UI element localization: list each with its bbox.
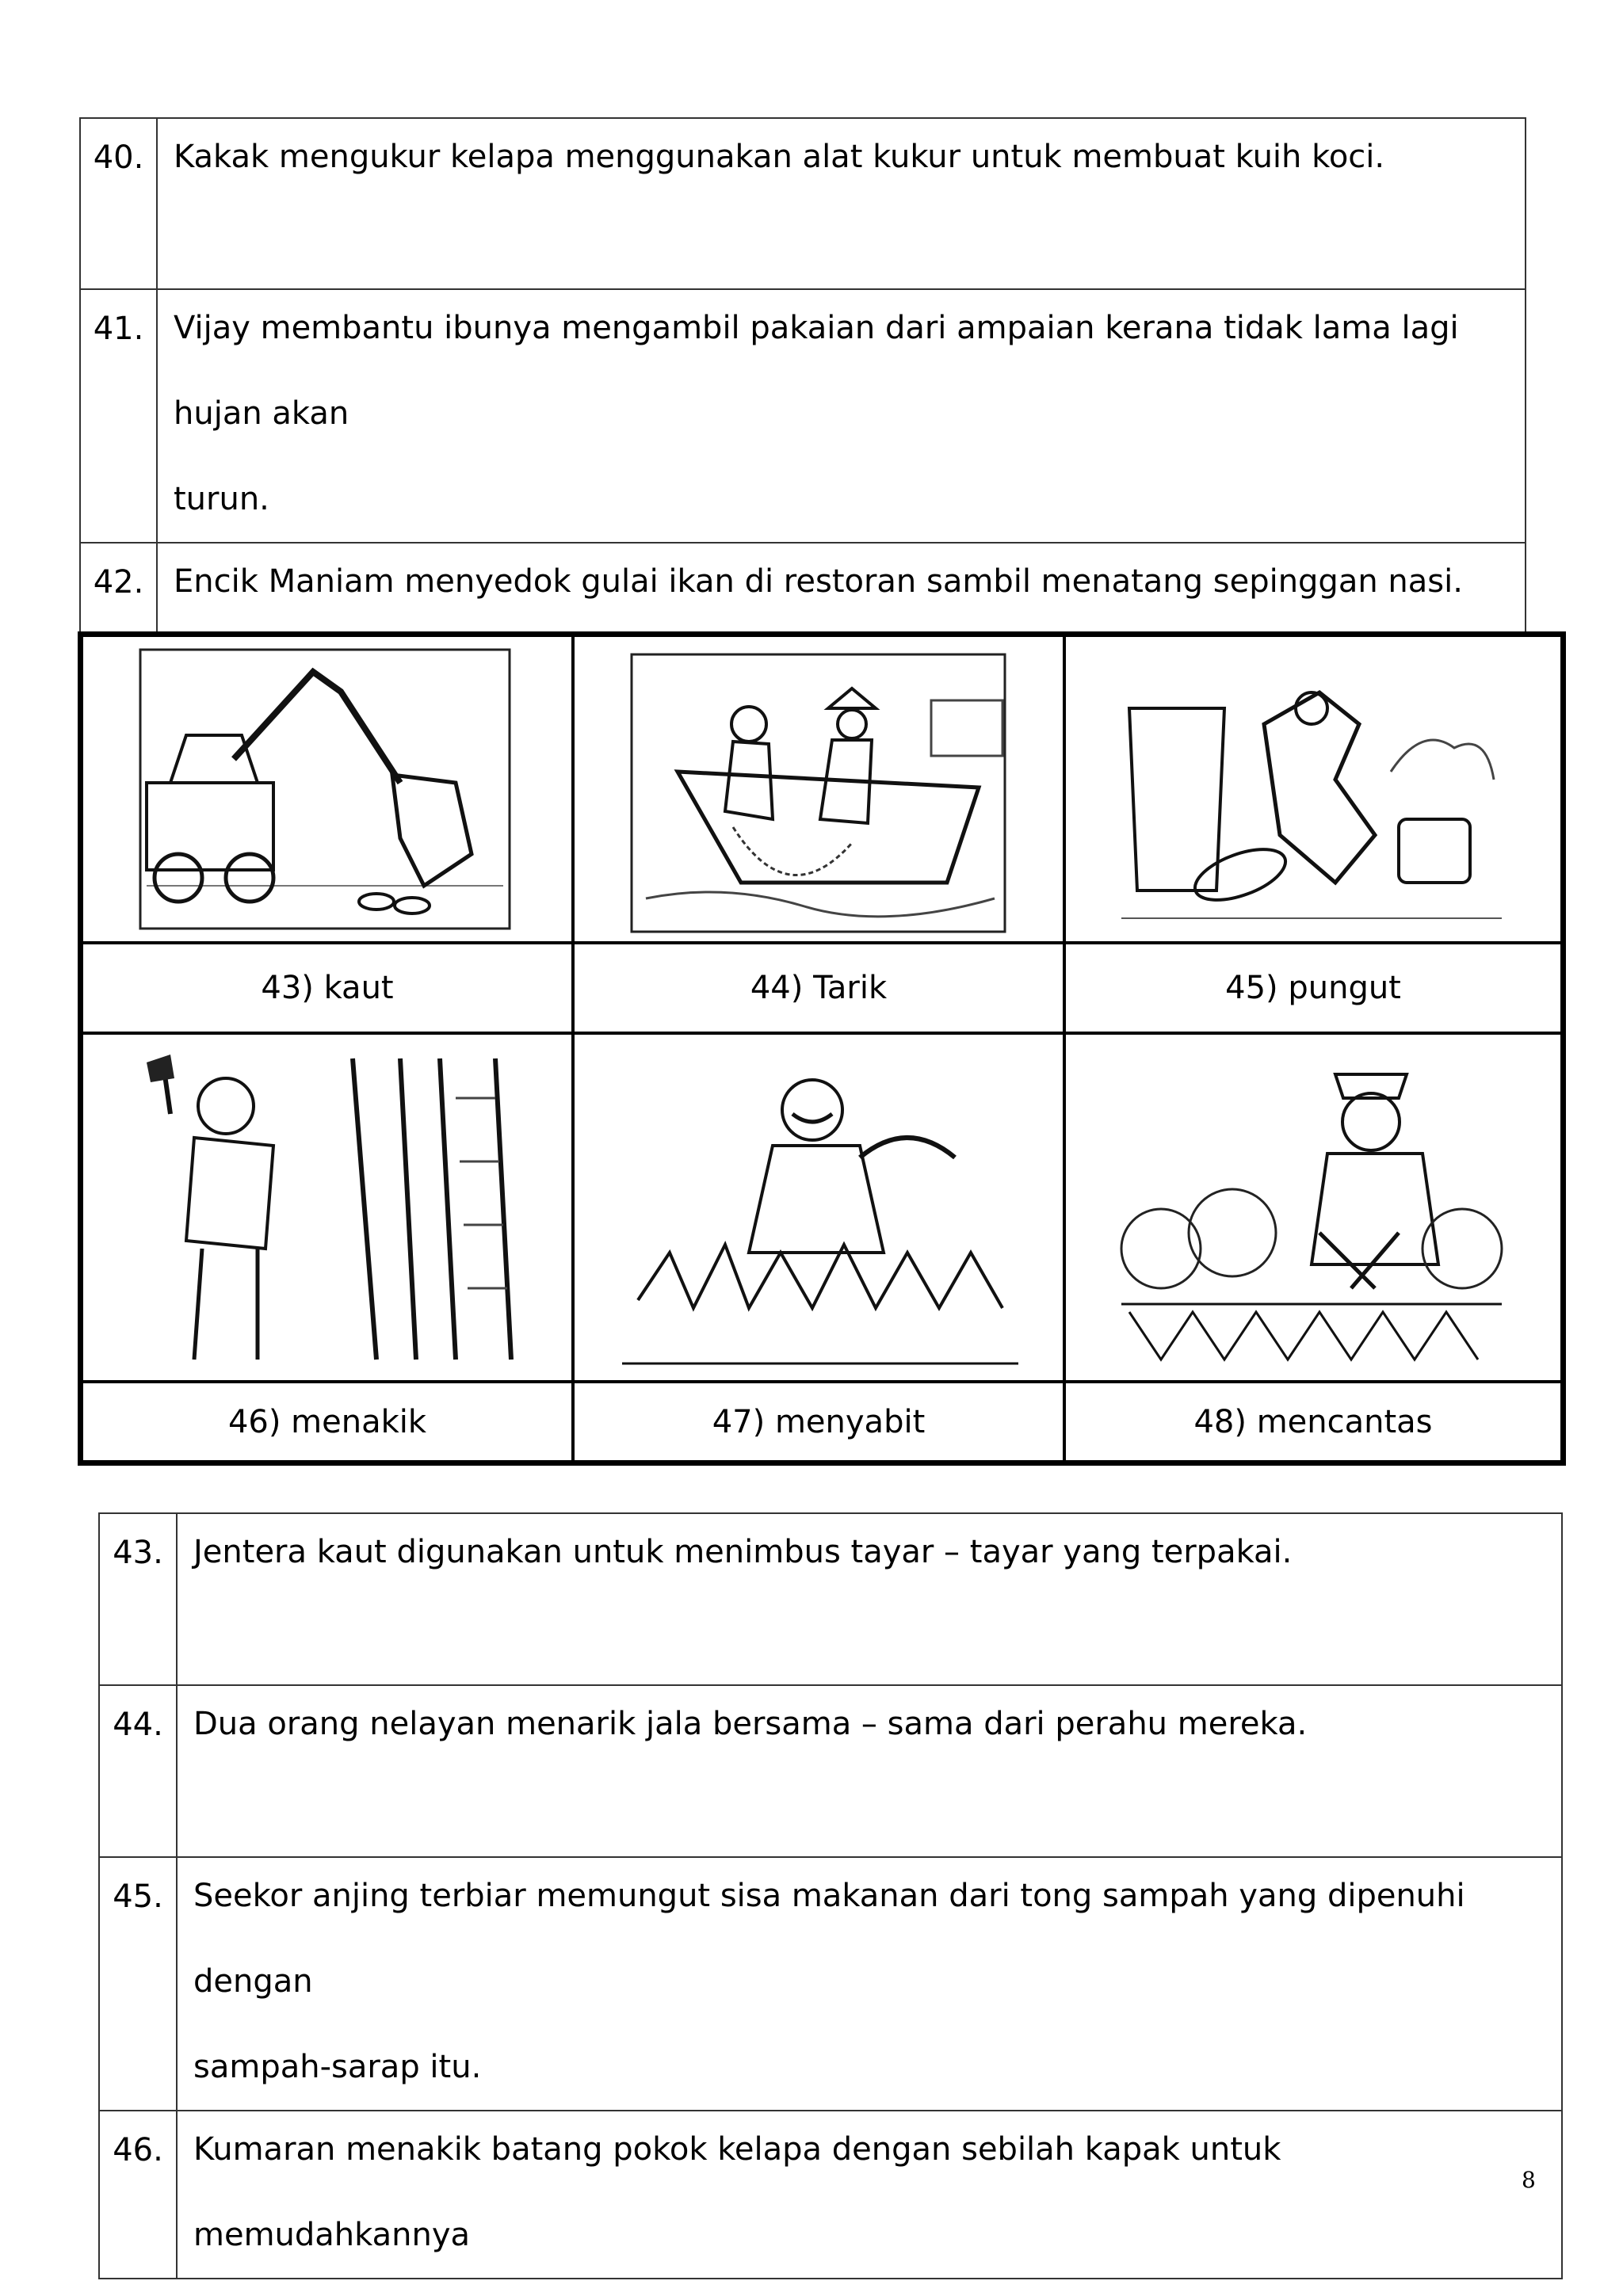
question-row-40	[80, 118, 1526, 289]
question-text-line-1: Vijay membantu ibunya mengambil pakaian dari ampaian kerana tidak lama lagi hujan akan	[174, 310, 1459, 432]
dog-scavenging-garbage-image	[1121, 677, 1502, 938]
picture-label-44	[573, 943, 1064, 1033]
top-question-table	[79, 117, 1526, 714]
label-text: 48) mencantas	[1193, 1403, 1433, 1440]
question-number: 46.	[113, 2132, 163, 2168]
question-row-46	[99, 2111, 1562, 2279]
picture-cell-45	[1064, 635, 1562, 943]
question-text: Kakak mengukur kelapa menggunakan alat kukur untuk membuat kuih koci.	[174, 139, 1385, 175]
label-text: 44) Tarik	[750, 970, 888, 1006]
label-text: 45) pungut	[1225, 970, 1401, 1006]
question-number: 43.	[113, 1535, 163, 1571]
question-number: 40.	[93, 139, 144, 176]
bottom-question-table	[98, 1512, 1563, 2279]
fishermen-pulling-net-image	[630, 653, 1006, 933]
picture-cell-43	[82, 635, 573, 943]
question-text: Encik Maniam menyedok gulai ikan di restoran sambil menatang sepinggan nasi.	[174, 563, 1463, 600]
question-text: Kumaran menakik batang pokok kelapa dengan sebilah kapak untuk memudahkannya	[193, 2131, 1281, 2253]
man-chopping-tree-image	[139, 1051, 519, 1367]
picture-cell-47	[573, 1033, 1064, 1382]
question-row-43	[99, 1513, 1562, 1685]
question-row-44	[99, 1685, 1562, 1857]
picture-cell-48	[1064, 1033, 1562, 1382]
question-text-line-2: sampah-sarap itu.	[193, 2049, 482, 2085]
question-text-line-2: turun.	[174, 481, 269, 517]
question-number: 45.	[113, 1878, 163, 1915]
question-number: 44.	[113, 1707, 163, 1743]
question-text: Jentera kaut digunakan untuk menimbus tayar – tayar yang terpakai.	[193, 1534, 1293, 1570]
picture-label-45	[1064, 943, 1562, 1033]
question-number: 41.	[93, 311, 144, 347]
question-row-41	[80, 289, 1526, 543]
label-text: 46) menakik	[227, 1403, 427, 1440]
picture-label-43	[82, 943, 573, 1033]
question-text-line-1: Seekor anjing terbiar memungut sisa makanan dari tong sampah yang dipenuhi dengan	[193, 1878, 1465, 2000]
label-text: 43) kaut	[261, 970, 394, 1006]
picture-cell-44	[573, 635, 1064, 943]
picture-grid	[78, 631, 1566, 1466]
page-number: 8	[1522, 2167, 1536, 2193]
question-text: Dua orang nelayan menarik jala bersama – sama dari perahu mereka.	[193, 1706, 1308, 1742]
question-number: 42.	[93, 564, 144, 601]
excavator-scooping-tyres-image	[139, 648, 511, 930]
question-row-45	[99, 1857, 1562, 2111]
man-trimming-shrubs-image	[1113, 1051, 1510, 1367]
picture-label-47	[573, 1382, 1064, 1462]
picture-label-48	[1064, 1382, 1562, 1462]
label-text: 47) menyabit	[712, 1403, 926, 1440]
man-cutting-grass-sickle-image	[622, 1055, 1018, 1371]
picture-cell-46	[82, 1033, 573, 1382]
picture-label-46	[82, 1382, 573, 1462]
